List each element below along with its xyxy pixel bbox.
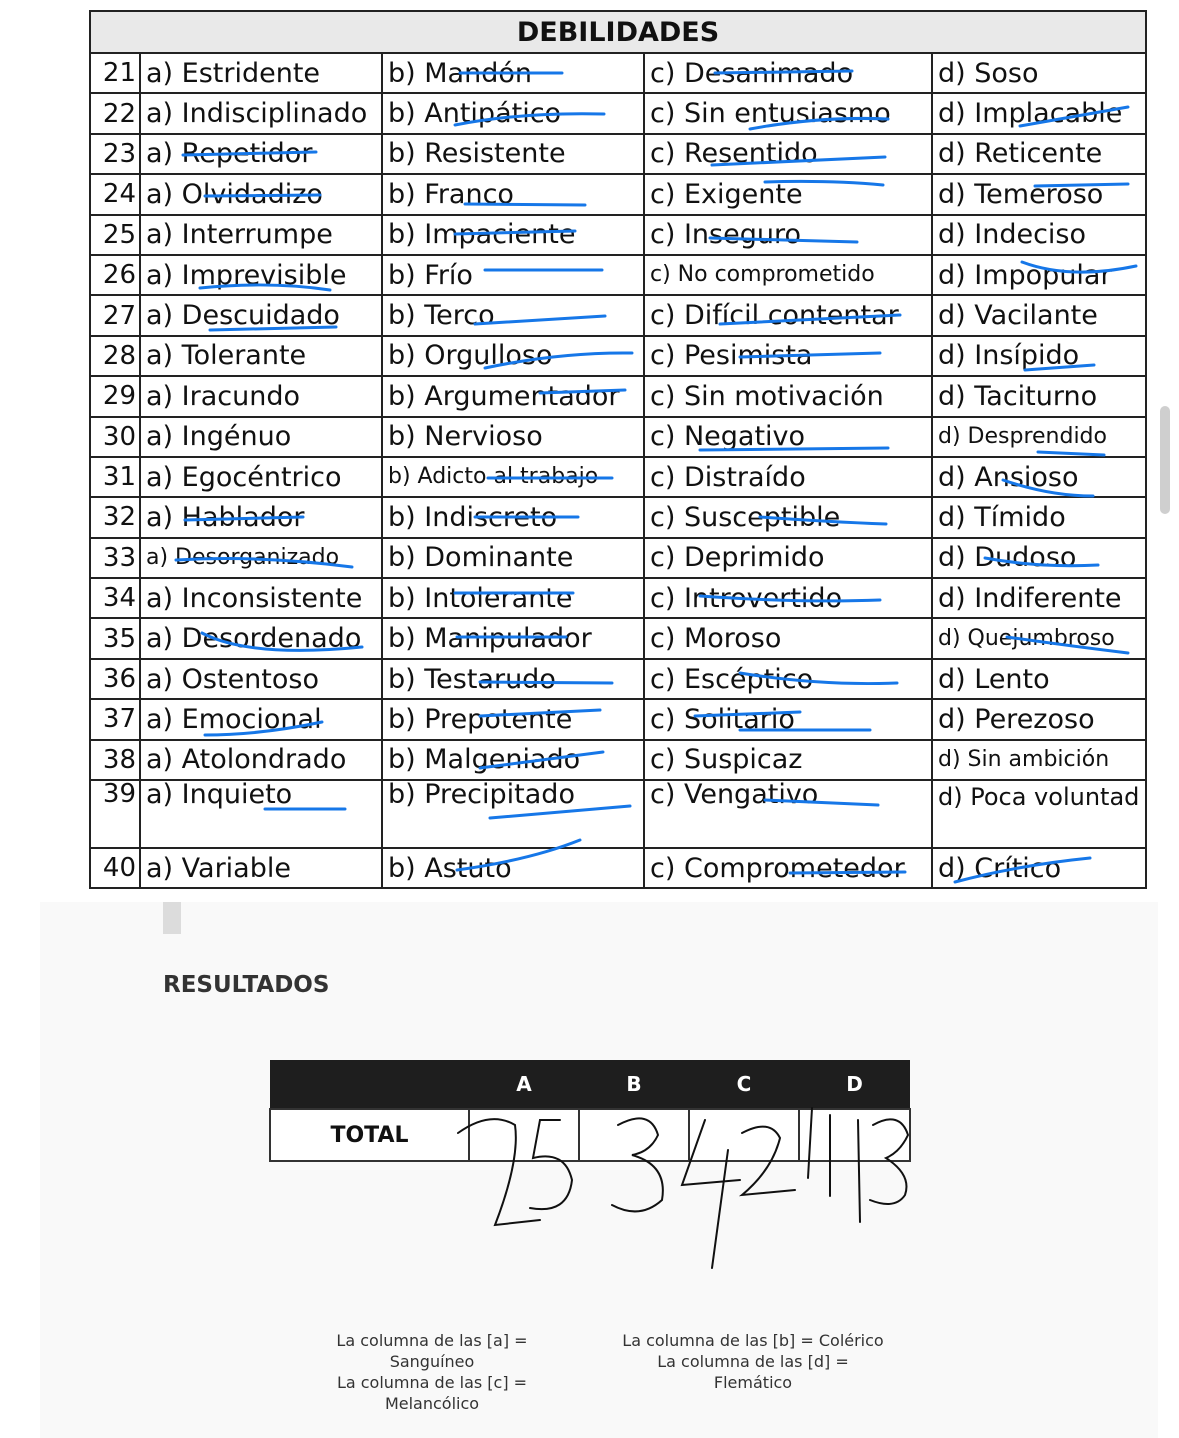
cell-n: 23	[90, 134, 140, 174]
cell-d: d) Indiferente	[932, 578, 1146, 618]
table-row	[90, 174, 1146, 214]
cell-b: b) Frío	[382, 255, 644, 295]
cell-d: d) Indeciso	[932, 215, 1146, 255]
cell-a: a) Imprevisible	[140, 255, 382, 295]
table-row	[90, 538, 1146, 578]
cell-a: a) Indisciplinado	[140, 93, 382, 133]
cell-b: b) Argumentador	[382, 376, 644, 416]
table-row	[90, 780, 1146, 848]
table-row	[90, 93, 1146, 133]
cell-n: 24	[90, 174, 140, 214]
cell-a: a) Hablador	[140, 497, 382, 537]
table-row	[90, 255, 1146, 295]
results-table	[269, 1060, 911, 1162]
cell-d: d) Temeroso	[932, 174, 1146, 214]
cell-c: c) Deprimido	[644, 538, 932, 578]
cell-n: 39	[90, 780, 140, 848]
debilidades-table	[89, 10, 1147, 889]
cell-n: 32	[90, 497, 140, 537]
results-header-b: B	[579, 1060, 689, 1109]
cell-n: 30	[90, 417, 140, 457]
total-cell-a	[469, 1109, 579, 1161]
cell-a: a) Iracundo	[140, 376, 382, 416]
cell-b: b) Mandón	[382, 53, 644, 93]
cell-d: d) Lento	[932, 659, 1146, 699]
cell-b: b) Orgulloso	[382, 336, 644, 376]
cell-c: c) Vengativo	[644, 780, 932, 848]
cell-b: b) Nervioso	[382, 417, 644, 457]
cell-d: d) Soso	[932, 53, 1146, 93]
cell-d: d) Poca voluntad	[932, 780, 1146, 848]
cell-n: 33	[90, 538, 140, 578]
cell-d: d) Desprendido	[932, 417, 1146, 457]
cell-n: 37	[90, 699, 140, 739]
cell-d: d) Vacilante	[932, 295, 1146, 335]
cell-c: c) Sin entusiasmo	[644, 93, 932, 133]
legend-d: La columna de las [d] = Flemático	[657, 1352, 849, 1392]
cell-a: a) Inconsistente	[140, 578, 382, 618]
cell-b: b) Antipático	[382, 93, 644, 133]
cell-b: b) Precipitado	[382, 780, 644, 848]
cell-c: c) Resentido	[644, 134, 932, 174]
cell-b: b) Dominante	[382, 538, 644, 578]
results-header-blank	[270, 1060, 469, 1109]
cell-n: 29	[90, 376, 140, 416]
table-row	[90, 699, 1146, 739]
total-cell-c	[689, 1109, 799, 1161]
table-row	[90, 618, 1146, 658]
total-cell-d	[799, 1109, 910, 1161]
cell-n: 40	[90, 848, 140, 888]
cell-n: 22	[90, 93, 140, 133]
results-header-a: A	[469, 1060, 579, 1109]
table-row	[90, 376, 1146, 416]
cell-n: 36	[90, 659, 140, 699]
table-row	[90, 336, 1146, 376]
table-row	[90, 457, 1146, 497]
cell-a: a) Tolerante	[140, 336, 382, 376]
cell-c: c) Moroso	[644, 618, 932, 658]
cell-d: d) Crítico	[932, 848, 1146, 888]
cell-n: 28	[90, 336, 140, 376]
cell-b: b) Malgeniado	[382, 740, 644, 780]
cell-d: d) Dudoso	[932, 538, 1146, 578]
cell-d: d) Insípido	[932, 336, 1146, 376]
cell-c: c) Sin motivación	[644, 376, 932, 416]
table-row	[90, 295, 1146, 335]
cell-c: c) Escéptico	[644, 659, 932, 699]
table-row	[90, 848, 1146, 888]
cell-d: d) Impopular	[932, 255, 1146, 295]
cell-c: c) Exigente	[644, 174, 932, 214]
cell-n: 34	[90, 578, 140, 618]
scrollbar-thumb[interactable]	[1160, 406, 1170, 514]
cell-d: d) Taciturno	[932, 376, 1146, 416]
table-row	[90, 740, 1146, 780]
cell-n: 31	[90, 457, 140, 497]
cell-n: 21	[90, 53, 140, 93]
cell-c: c) No comprometido	[644, 255, 932, 295]
table-row	[90, 578, 1146, 618]
cell-a: a) Interrumpe	[140, 215, 382, 255]
cell-c: c) Susceptible	[644, 497, 932, 537]
cell-a: a) Emocional	[140, 699, 382, 739]
cell-a: a) Inquieto	[140, 780, 382, 848]
cell-b: b) Franco	[382, 174, 644, 214]
cell-a: a) Egocéntrico	[140, 457, 382, 497]
cell-d: d) Quejumbroso	[932, 618, 1146, 658]
cell-b: b) Resistente	[382, 134, 644, 174]
cell-a: a) Descuidado	[140, 295, 382, 335]
cell-c: c) Distraído	[644, 457, 932, 497]
cell-b: b) Indiscreto	[382, 497, 644, 537]
table-title: DEBILIDADES	[90, 11, 1146, 53]
page-tab-marker	[163, 902, 181, 934]
cell-a: a) Olvidadizo	[140, 174, 382, 214]
cell-d: d) Implacable	[932, 93, 1146, 133]
results-title: RESULTADOS	[163, 972, 330, 998]
cell-a: a) Repetidor	[140, 134, 382, 174]
cell-c: c) Desanimado	[644, 53, 932, 93]
results-header-d: D	[799, 1060, 910, 1109]
cell-c: c) Solitario	[644, 699, 932, 739]
cell-a: a) Desorganizado	[140, 538, 382, 578]
cell-d: d) Tímido	[932, 497, 1146, 537]
debilidades-sheet	[89, 10, 1145, 889]
cell-a: a) Ostentoso	[140, 659, 382, 699]
cell-d: d) Ansioso	[932, 457, 1146, 497]
total-cell-b	[579, 1109, 689, 1161]
cell-a: a) Ingénuo	[140, 417, 382, 457]
cell-c: c) Inseguro	[644, 215, 932, 255]
cell-n: 35	[90, 618, 140, 658]
cell-a: a) Atolondrado	[140, 740, 382, 780]
table-row	[90, 134, 1146, 174]
cell-d: d) Sin ambición	[932, 740, 1146, 780]
cell-b: b) Impaciente	[382, 215, 644, 255]
legend-c: La columna de las [c] = Melancólico	[336, 1373, 528, 1413]
table-row	[90, 417, 1146, 457]
cell-n: 26	[90, 255, 140, 295]
cell-c: c) Difícil contentar	[644, 295, 932, 335]
cell-b: b) Astuto	[382, 848, 644, 888]
cell-b: b) Adicto al trabajo	[382, 457, 644, 497]
cell-c: c) Comprometedor	[644, 848, 932, 888]
cell-n: 38	[90, 740, 140, 780]
cell-b: b) Prepotente	[382, 699, 644, 739]
cell-b: b) Intolerante	[382, 578, 644, 618]
cell-c: c) Introvertido	[644, 578, 932, 618]
legend-a: La columna de las [a] = Sanguíneo	[336, 1331, 528, 1371]
table-row	[90, 53, 1146, 93]
cell-c: c) Suspicaz	[644, 740, 932, 780]
cell-a: a) Desordenado	[140, 618, 382, 658]
table-body	[90, 53, 1146, 888]
cell-n: 27	[90, 295, 140, 335]
cell-d: d) Reticente	[932, 134, 1146, 174]
cell-b: b) Terco	[382, 295, 644, 335]
cell-a: a) Variable	[140, 848, 382, 888]
cell-c: c) Pesimista	[644, 336, 932, 376]
cell-b: b) Manipulador	[382, 618, 644, 658]
legend-b: La columna de las [b] = Colérico	[622, 1331, 884, 1350]
table-row	[90, 659, 1146, 699]
cell-d: d) Perezoso	[932, 699, 1146, 739]
results-header-c: C	[689, 1060, 799, 1109]
cell-n: 25	[90, 215, 140, 255]
total-label: TOTAL	[270, 1109, 469, 1161]
table-row	[90, 497, 1146, 537]
cell-c: c) Negativo	[644, 417, 932, 457]
cell-a: a) Estridente	[140, 53, 382, 93]
cell-b: b) Testarudo	[382, 659, 644, 699]
table-row	[90, 215, 1146, 255]
